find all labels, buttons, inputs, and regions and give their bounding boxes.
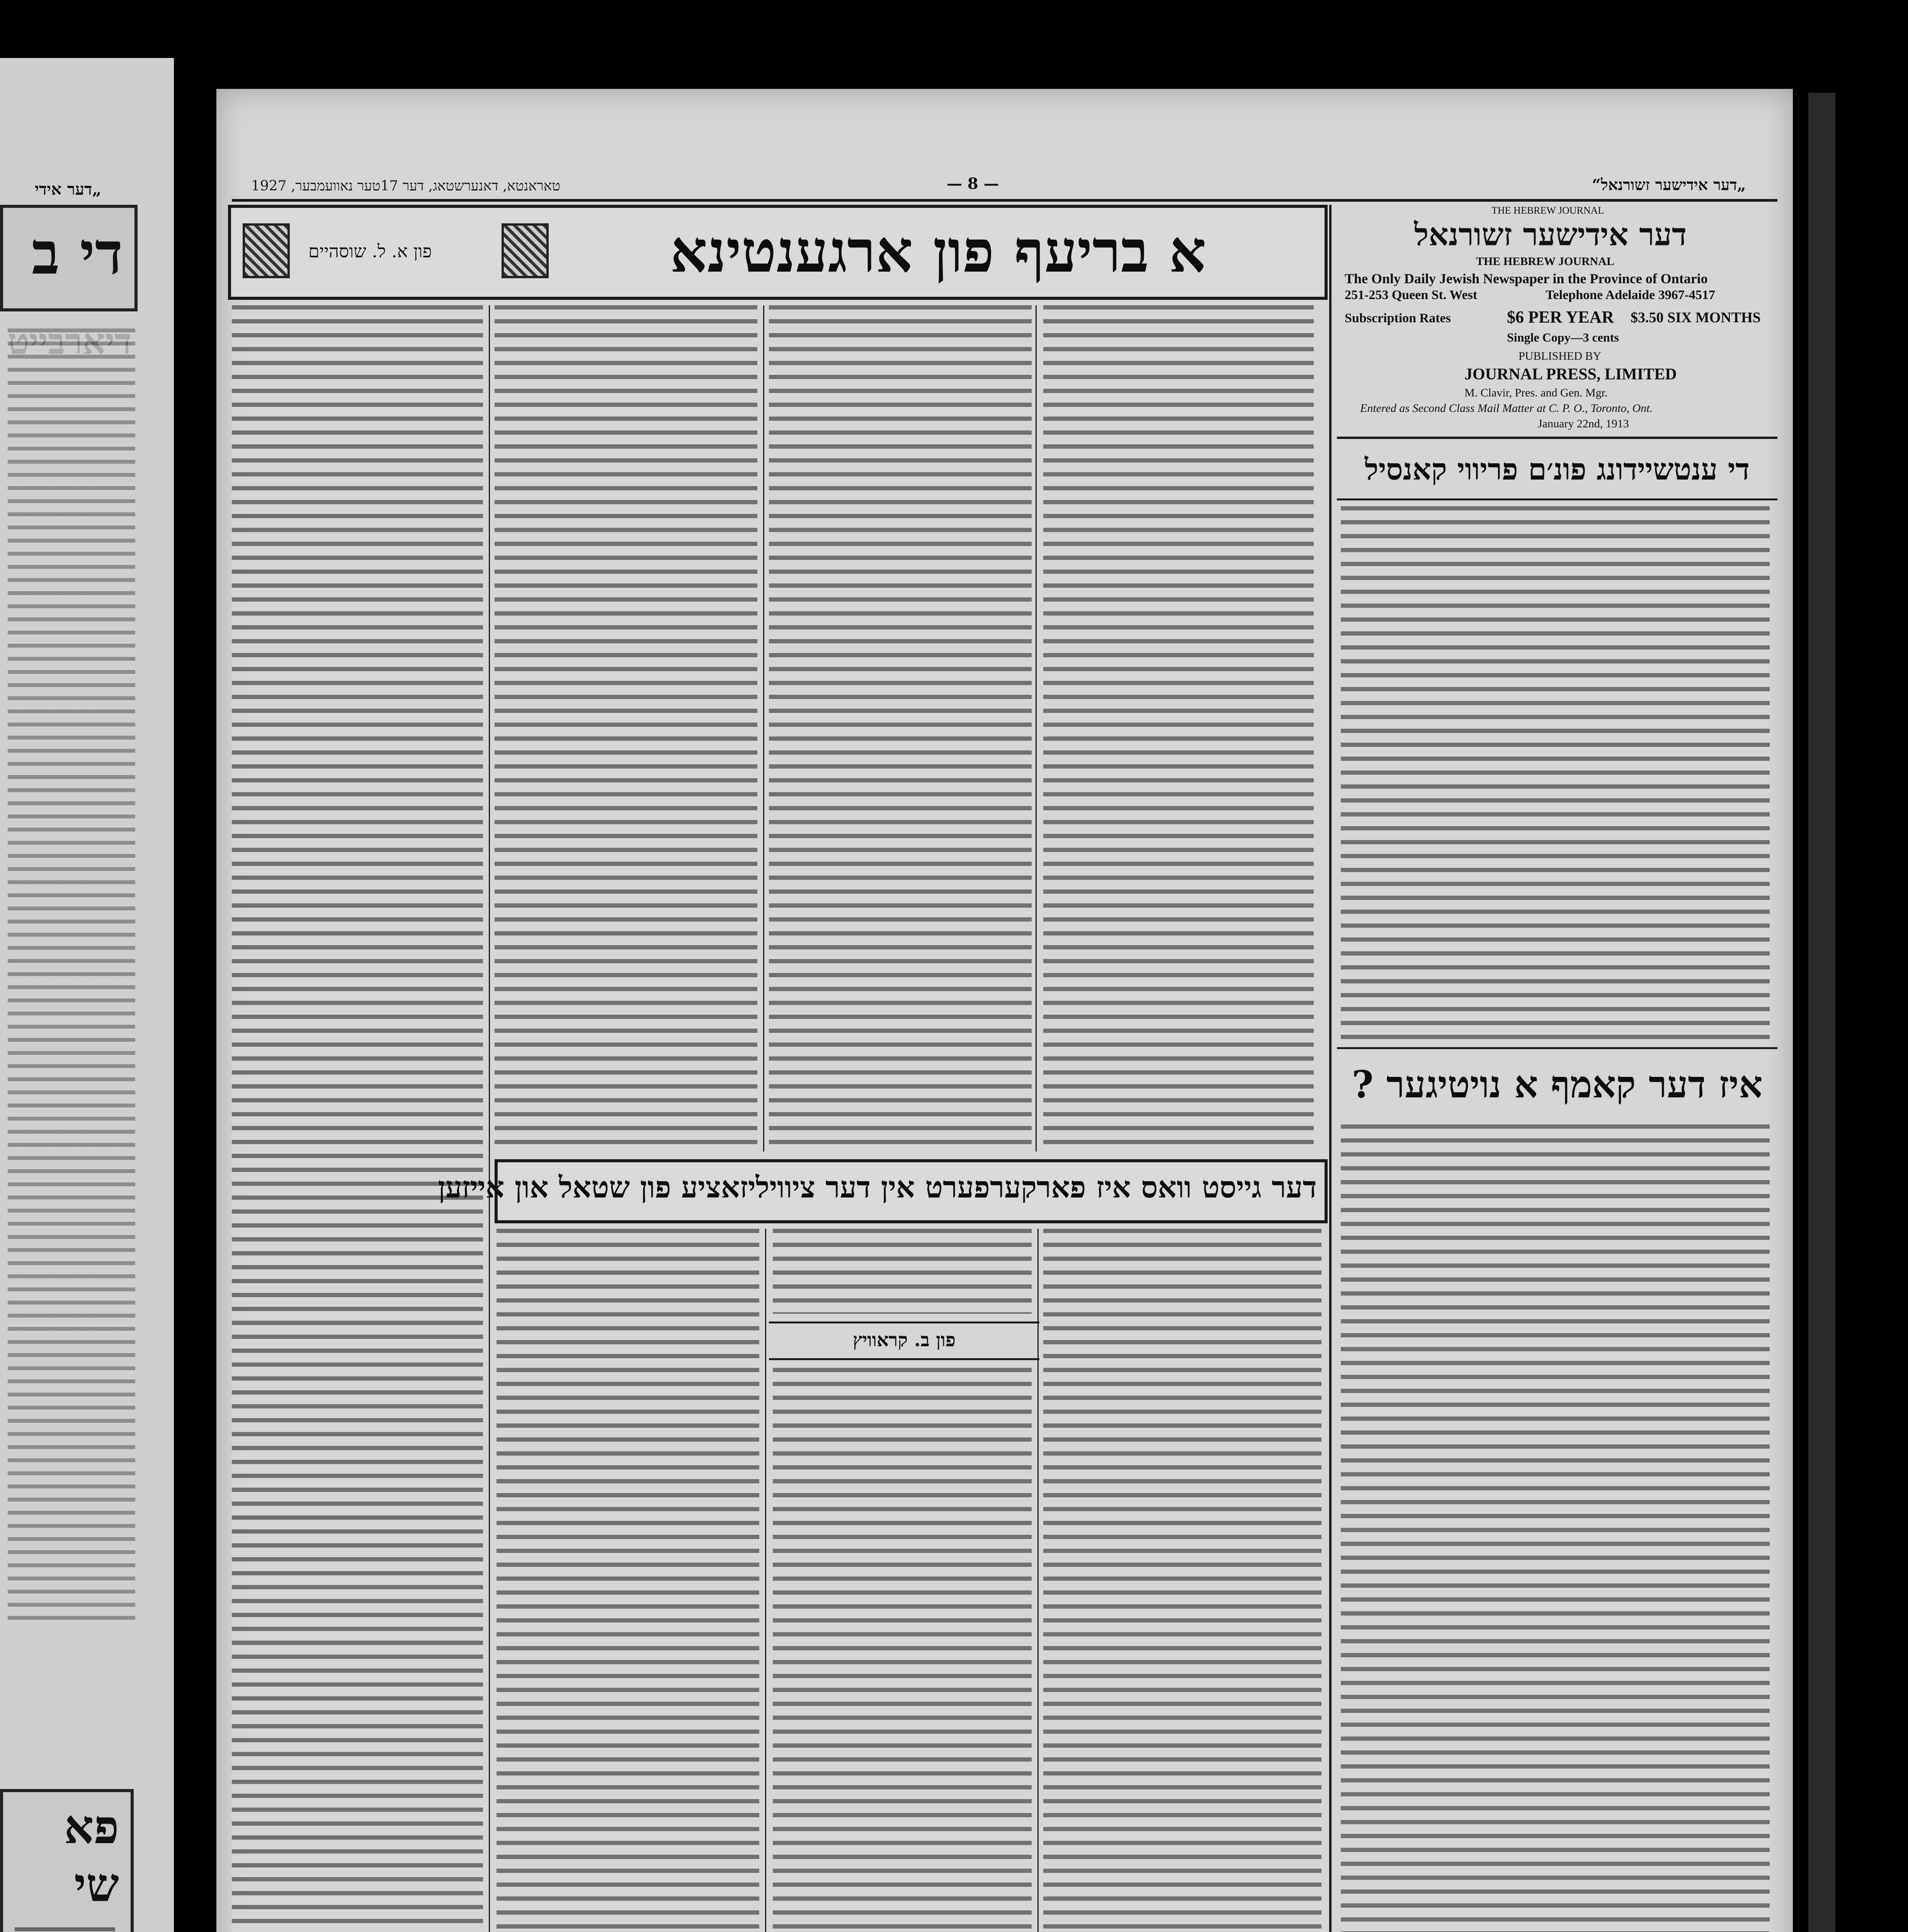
left-page-text-column — [8, 328, 135, 1623]
lower-headline-box — [438, 1159, 1328, 1223]
masthead-title-yiddish: דער אידישער זשורנאל — [1414, 216, 1687, 253]
dateline: טאראנטא, דאנערשטאג, דער 17טער נאוועמבער, 1927 — [251, 178, 561, 194]
masthead-address: 251-253 Queen St. West — [1345, 288, 1478, 302]
lower-byline: פון ב. קראוויץ — [852, 1329, 956, 1351]
masthead-small-label: THE HEBREW JOURNAL — [1491, 205, 1604, 216]
left-page-header: „דער אידי — [35, 180, 102, 199]
main-article-column-2 — [769, 305, 1032, 1151]
editorial-1-title: די ענטשיידונג פונ׳ם פריווי קאנסיל — [1364, 452, 1750, 486]
lower-headline: דער גייסט וואס איז פארקערפערט אין דער ציוויליזאציע פון שטאל און אייזען — [438, 1170, 1317, 1204]
editorial-2-text — [1341, 1124, 1770, 1932]
main-article-column-1 — [1043, 305, 1314, 1151]
manager: M. Clavir, Pres. and Gen. Mgr. — [1464, 386, 1608, 399]
editorial-2-title: איז דער קאמף א נויטיגער ? — [1352, 1063, 1763, 1106]
lower-article-column-2a — [773, 1229, 1032, 1314]
page-edge — [1808, 93, 1835, 1932]
main-headline: א בריעף פון ארגענטינא — [670, 218, 1206, 286]
main-byline: פון א. ל. שוסהיים — [308, 241, 432, 262]
editorial-1-text — [1341, 506, 1770, 1039]
right-ornament-icon — [502, 223, 549, 278]
column-rule-2 — [763, 305, 764, 1151]
left-page-ad-text — [15, 1927, 115, 1932]
lower-column-rule-1 — [1037, 1229, 1039, 1932]
left-page-headline-box — [0, 205, 138, 311]
left-ornament-icon — [243, 223, 290, 278]
byline-rule-top — [769, 1321, 1039, 1323]
masthead-title-english: THE HEBREW JOURNAL — [1476, 255, 1614, 268]
published-by: PUBLISHED BY — [1519, 350, 1602, 362]
byline-rule-bottom — [769, 1358, 1039, 1360]
mail-date: January 22nd, 1913 — [1538, 417, 1629, 430]
left-page-ad-line-2: שי — [74, 1858, 119, 1912]
masthead-rule — [1337, 437, 1777, 439]
masthead — [1337, 205, 1777, 522]
lower-article-column-3 — [497, 1229, 759, 1932]
masthead-column-rule — [1329, 205, 1332, 1932]
left-page-ad-line-1: פא — [64, 1800, 119, 1854]
editorial-1-rule — [1337, 498, 1777, 500]
column-rule-1 — [1036, 305, 1037, 1151]
price-year: $6 PER YEAR — [1507, 308, 1614, 327]
column-rule-3 — [489, 305, 490, 1932]
left-page-ad-box — [0, 1789, 134, 1932]
mail-notice: Entered as Second Class Mail Matter at C. P. O., Toronto, Ont. — [1360, 402, 1653, 415]
main-article-column-3 — [495, 305, 757, 1151]
editorial-divider — [1337, 1047, 1777, 1049]
single-copy-price: Single Copy—3 cents — [1507, 330, 1619, 344]
left-page-fragment — [0, 58, 174, 1932]
main-headline-box — [228, 205, 1328, 300]
masthead-tagline: The Only Daily Jewish Newspaper in the Province of Ontario — [1345, 271, 1708, 286]
left-page-headline: די ב — [32, 219, 123, 287]
price-six-months: $3.50 SIX MONTHS — [1631, 310, 1761, 326]
publisher: JOURNAL PRESS, LIMITED — [1464, 366, 1677, 383]
newspaper-page — [216, 89, 1793, 1932]
page-number: — 8 — — [947, 175, 999, 193]
subscription-label: Subscription Rates — [1345, 311, 1451, 325]
lower-article-column-2b — [773, 1368, 1032, 1932]
masthead-telephone: Telephone Adelaide 3967-4517 — [1546, 288, 1715, 302]
lower-article-column-1 — [1043, 1229, 1321, 1932]
publication-name: „דער אידישער זשורנאל“ — [1592, 176, 1746, 194]
main-article-column-4 — [232, 305, 483, 1932]
lower-column-rule-2 — [765, 1229, 766, 1932]
header-rule — [232, 199, 1777, 202]
